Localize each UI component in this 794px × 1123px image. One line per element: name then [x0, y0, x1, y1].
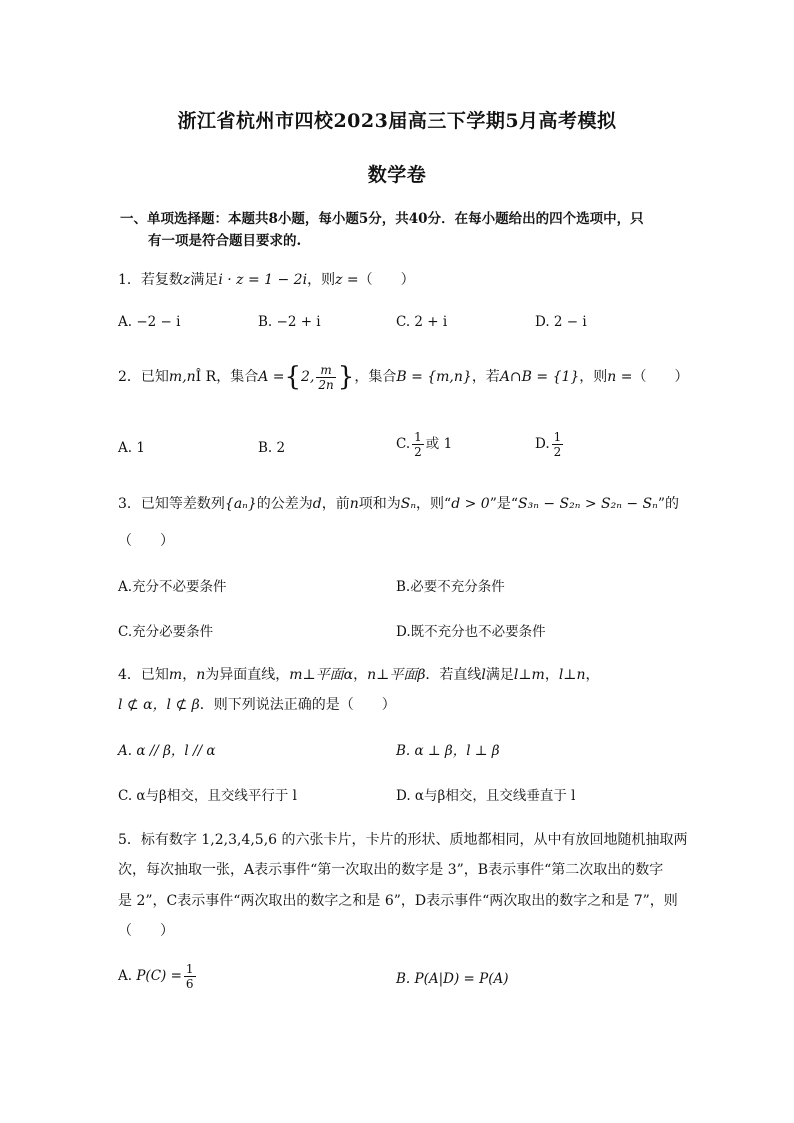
question-3-stem: 3．已知等差数列{aₙ}的公差为d，前n项和为Sₙ，则“d > 0”是“S₃ₙ − S₂ₙ > S₂ₙ − Sₙ”的: [118, 496, 679, 512]
q2-option-a[interactable]: A. 1: [118, 440, 145, 456]
question-5-line2: 次，每次抽取一张，A表示事件“第一次取出的数字是 3”，B表示事件“第二次取出的数字: [118, 862, 664, 878]
q3-option-b[interactable]: B.必要不充分条件: [396, 579, 505, 595]
q3-option-d[interactable]: D.既不充分也不必要条件: [396, 624, 546, 640]
q5-option-b[interactable]: B. P(A|D) = P(A): [396, 971, 509, 987]
q4-option-a[interactable]: A. α // β，l // α: [118, 743, 216, 759]
fraction-one-half: $\frac{1}{2}$: [414, 430, 422, 459]
q3-option-c[interactable]: C.充分必要条件: [118, 624, 214, 640]
q1-option-d[interactable]: D. 2 − i: [535, 314, 587, 330]
section-label: 一、单项选择题：本题共8小题，每小题5分，共40分．在每小题给出的四个选项中，只: [120, 211, 644, 227]
left-brace-icon: {: [284, 362, 302, 392]
q3-option-a[interactable]: A.充分不必要条件: [118, 579, 227, 595]
question-4-stem-line1: 4．已知m，n为异面直线，m⊥平面α，n⊥平面β．若直线l满足l⊥m，l⊥n，: [118, 667, 600, 683]
q2-option-b[interactable]: B. 2: [258, 440, 286, 456]
question-5-paren: （ ）: [118, 923, 174, 939]
question-5-line3: 是 2”，C表示事件“两次取出的数字之和是 6”，D表示事件“两次取出的数字之和是 7”，则: [118, 893, 678, 909]
section-heading: [120, 208, 680, 252]
fraction-one-half: $\frac{1}{2}$: [553, 430, 562, 459]
q2-option-d[interactable]: D. $\frac{1}{2}$: [535, 430, 562, 459]
section-label-cont: 有一项是符合题目要求的.: [148, 233, 302, 249]
q1-option-c[interactable]: C. 2 + i: [396, 314, 448, 330]
right-brace-icon: }: [337, 362, 355, 392]
q1-option-b[interactable]: B. −2 + i: [258, 314, 321, 330]
q4-option-b[interactable]: B. α ⊥ β，l ⊥ β: [396, 743, 500, 759]
question-3-paren: （ ）: [118, 533, 174, 549]
fraction-m-over-2n: $\frac{m}{2n}$: [318, 362, 334, 392]
q4-option-c[interactable]: C. α与β相交，且交线平行于 l: [118, 788, 297, 804]
question-1-stem: 1．若复数z满足i · z = 1 − 2i，则z =（ ）: [118, 272, 415, 288]
q4-option-d[interactable]: D. α与β相交，且交线垂直于 l: [396, 788, 576, 804]
q5-option-a[interactable]: A. P(C) = $\frac{1}{6}$: [118, 962, 194, 991]
question-4-stem-line2: l ⊄ α，l ⊄ β．则下列说法正确的是（ ）: [118, 697, 396, 713]
page-subtitle: 数学卷: [367, 164, 427, 186]
q1-option-a[interactable]: A. −2 − i: [118, 314, 181, 330]
q2-option-c[interactable]: C. $\frac{1}{2}$ 或 1: [396, 430, 453, 459]
question-2-stem: 2．已知m,nÎ R，集合A ={2, $\frac{m}{2n}$ }，集合B = {m,n}，若A∩B = {1}，则n =（ ）: [118, 362, 689, 392]
question-5-line1: 5．标有数字 1,2,3,4,5,6 的六张卡片，卡片的形状、质地都相同，从中有放回地随机抽取两: [118, 832, 688, 848]
page-title: 浙江省杭州市四校2023届高三下学期5月高考模拟: [177, 110, 617, 132]
fraction-one-sixth: $\frac{1}{6}$: [185, 962, 194, 991]
